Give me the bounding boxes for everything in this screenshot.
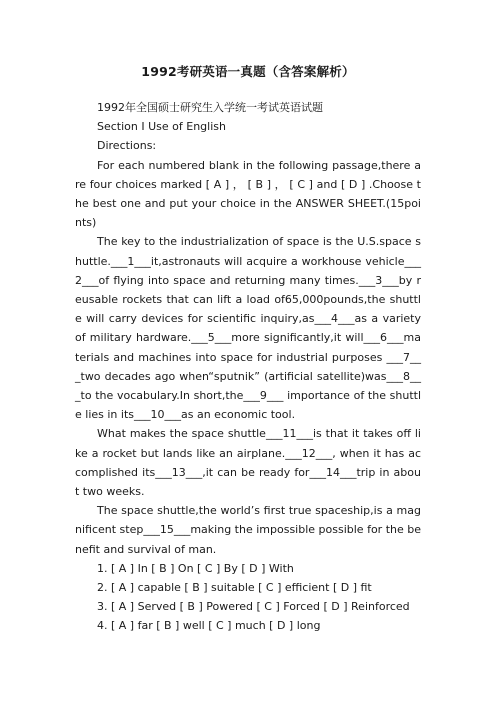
question-3: 3. [ A ] Served [ B ] Powered [ C ] Forced [ D ] Reinforced: [97, 600, 410, 614]
question-4: 4. [ A ] far [ B ] well [ C ] much [ D ] long: [97, 619, 321, 633]
directions-text: For each numbered blank in the following passage,there are four choices marked [ A ] ， [ B ] ， [ C ] and [ D ] .Choose the best one and put your choice in the ANSWER SHEET.(15points): [75, 158, 421, 230]
document-body: [75, 98, 421, 636]
section-heading: Section I Use of English: [97, 120, 226, 134]
question-1: 1. [ A ] In [ B ] On [ C ] By [ D ] With: [97, 561, 294, 575]
passage-paragraph-1: The key to the industrialization of space is the U.S.space shuttle.___1___it,astronauts will acquire a workhouse vehicle___2___of flying into space and returning many times.___3___by reusable rockets that can lift a load of65,000pounds,the shuttle will carry devices for scientific inquiry,as___4___as a variety of military hardware.___5___more significantly,it will___6___materials and machines into space for industrial purposes ___7___two decades ago when“sputnik” (artificial satellite)was___8___to the vocabulary.In short,the___9___ importance of the shuttle lies in its___10___as an economic tool.: [75, 235, 421, 422]
passage-paragraph-3: The space shuttle,the world’s first true spaceship,is a magnificent step___15___making the impossible possible for the benefit and survival of man.: [75, 504, 421, 556]
document-title: 1992考研英语一真题（含答案解析）: [141, 64, 355, 79]
directions-label: Directions:: [97, 139, 157, 153]
passage-paragraph-2: What makes the space shuttle___11___is that it takes off like a rocket but lands like an airplane.___12___, when it has accomplished its___13___,it can be ready for___14___trip in about two weeks.: [75, 427, 421, 499]
question-2: 2. [ A ] capable [ B ] suitable [ C ] efficient [ D ] fit: [97, 581, 372, 595]
exam-heading: 1992年全国硕士研究生入学统一考试英语试题: [97, 101, 323, 114]
